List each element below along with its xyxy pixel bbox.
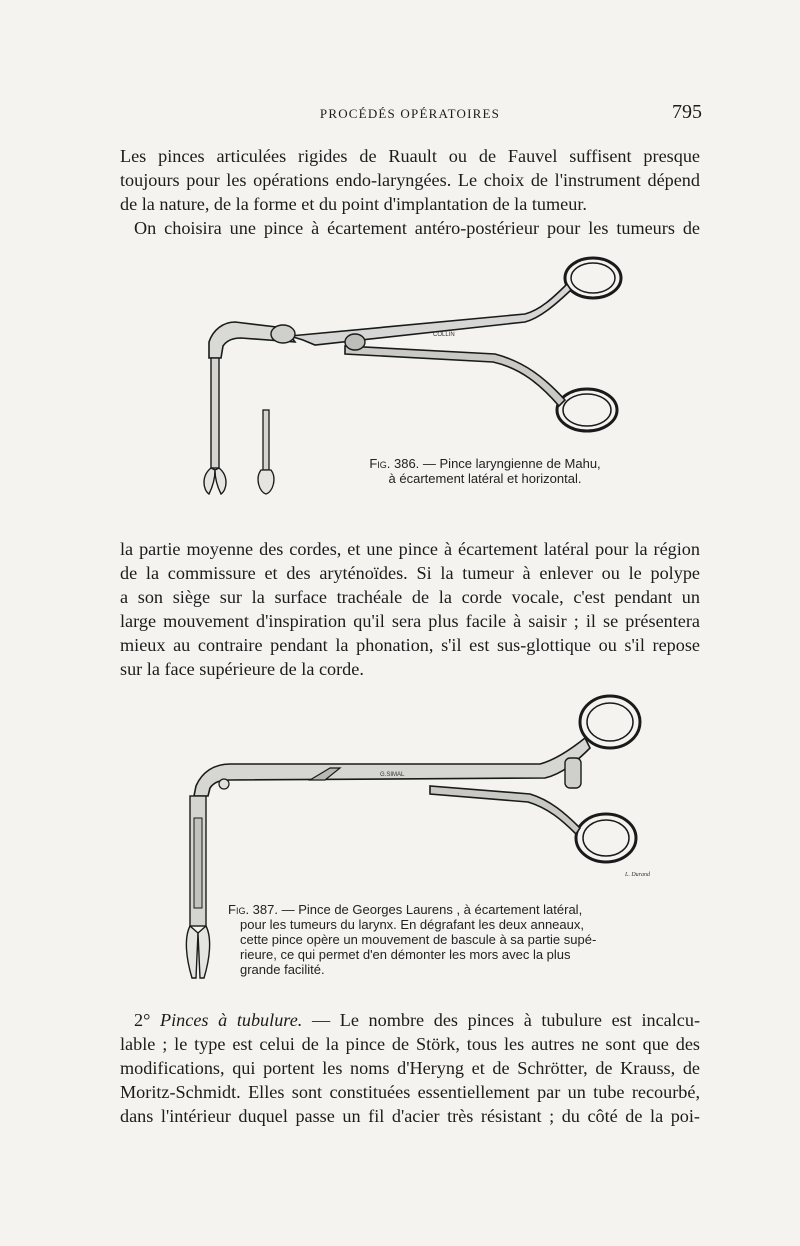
engraving-mark: G.SIMAL	[380, 772, 405, 778]
caption-line: pour les tumeurs du larynx. En dégrafant les deux anneaux,	[240, 917, 584, 932]
figure-label: Fig. 387.	[228, 902, 278, 917]
figure-label: Fig. 386.	[369, 456, 420, 471]
text-line: de la nature, de la forme et du point d'implantation de la tumeur.	[120, 194, 587, 214]
text-line: lable ; le type est celui de la pince de Störk, tous les autres ne sont que des	[120, 1034, 700, 1054]
figure-387-caption	[228, 902, 668, 977]
text-line: large mouvement d'inspiration qu'il sera plus facile à saisir ; il se présentera	[120, 611, 700, 631]
text-line: Les pinces articulées rigides de Ruault ou de Fauvel suffisent presque	[120, 146, 700, 166]
caption-line: cette pince opère un mouvement de bascule à sa partie supé-	[240, 932, 597, 947]
text-line	[120, 1008, 700, 1032]
caption-line: grande facilité.	[240, 962, 325, 977]
paragraph-1	[120, 144, 700, 240]
section-number: 2°	[134, 1010, 160, 1030]
text-line: dans l'intérieur duquel passe un fil d'acier très résistant ; du côté de la poi-	[120, 1106, 700, 1126]
text-line: a son siège sur la surface trachéale de la corde vocale, c'est pendant un	[120, 587, 700, 607]
section-heading: Pinces à tubulure.	[160, 1010, 303, 1030]
paragraph-2	[120, 537, 700, 681]
figure-386-caption	[340, 456, 630, 486]
text-line: mieux au contraire pendant la phonation, s'il est sus-glottique ou s'il repose	[120, 635, 700, 655]
paragraph-3	[120, 1008, 700, 1128]
caption-line: à écartement latéral et horizontal.	[388, 471, 582, 486]
text-line: modifications, qui portent les noms d'Heryng et de Schrötter, de Krauss, de	[120, 1058, 700, 1078]
caption-line	[228, 902, 668, 917]
engraving-mark: COLLIN	[433, 332, 455, 338]
text-line: sur la face supérieure de la corde.	[120, 659, 364, 679]
text-line: toujours pour les opérations endo-laryngées. Le choix de l'instrument dépend	[120, 170, 700, 190]
text-line: de la commissure et des aryténoïdes. Si la tumeur à enlever ou le polype	[120, 563, 700, 583]
text-run: — Le nombre des pinces à tubulure est incalcu-	[302, 1010, 701, 1030]
page-number: 795	[672, 101, 702, 123]
text-line: On choisira une pince à écartement antéro-postérieur pour les tumeurs de	[134, 218, 700, 238]
engraver-signature: L. Durand	[625, 872, 651, 878]
caption-line: rieure, ce qui permet d'en démonter les mors avec la plus	[240, 947, 571, 962]
text-line: Moritz-Schmidt. Elles sont constituées essentiellement par un tube recourbé,	[120, 1082, 700, 1102]
caption-text: — Pince laryngienne de Mahu,	[419, 456, 601, 471]
caption-text: — Pince de Georges Laurens , à écartement latéral,	[277, 902, 583, 917]
text-line: la partie moyenne des cordes, et une pince à écartement latéral pour la région	[120, 539, 700, 559]
caption-line	[340, 456, 630, 471]
running-head: PROCÉDÉS OPÉRATOIRES	[319, 106, 501, 121]
